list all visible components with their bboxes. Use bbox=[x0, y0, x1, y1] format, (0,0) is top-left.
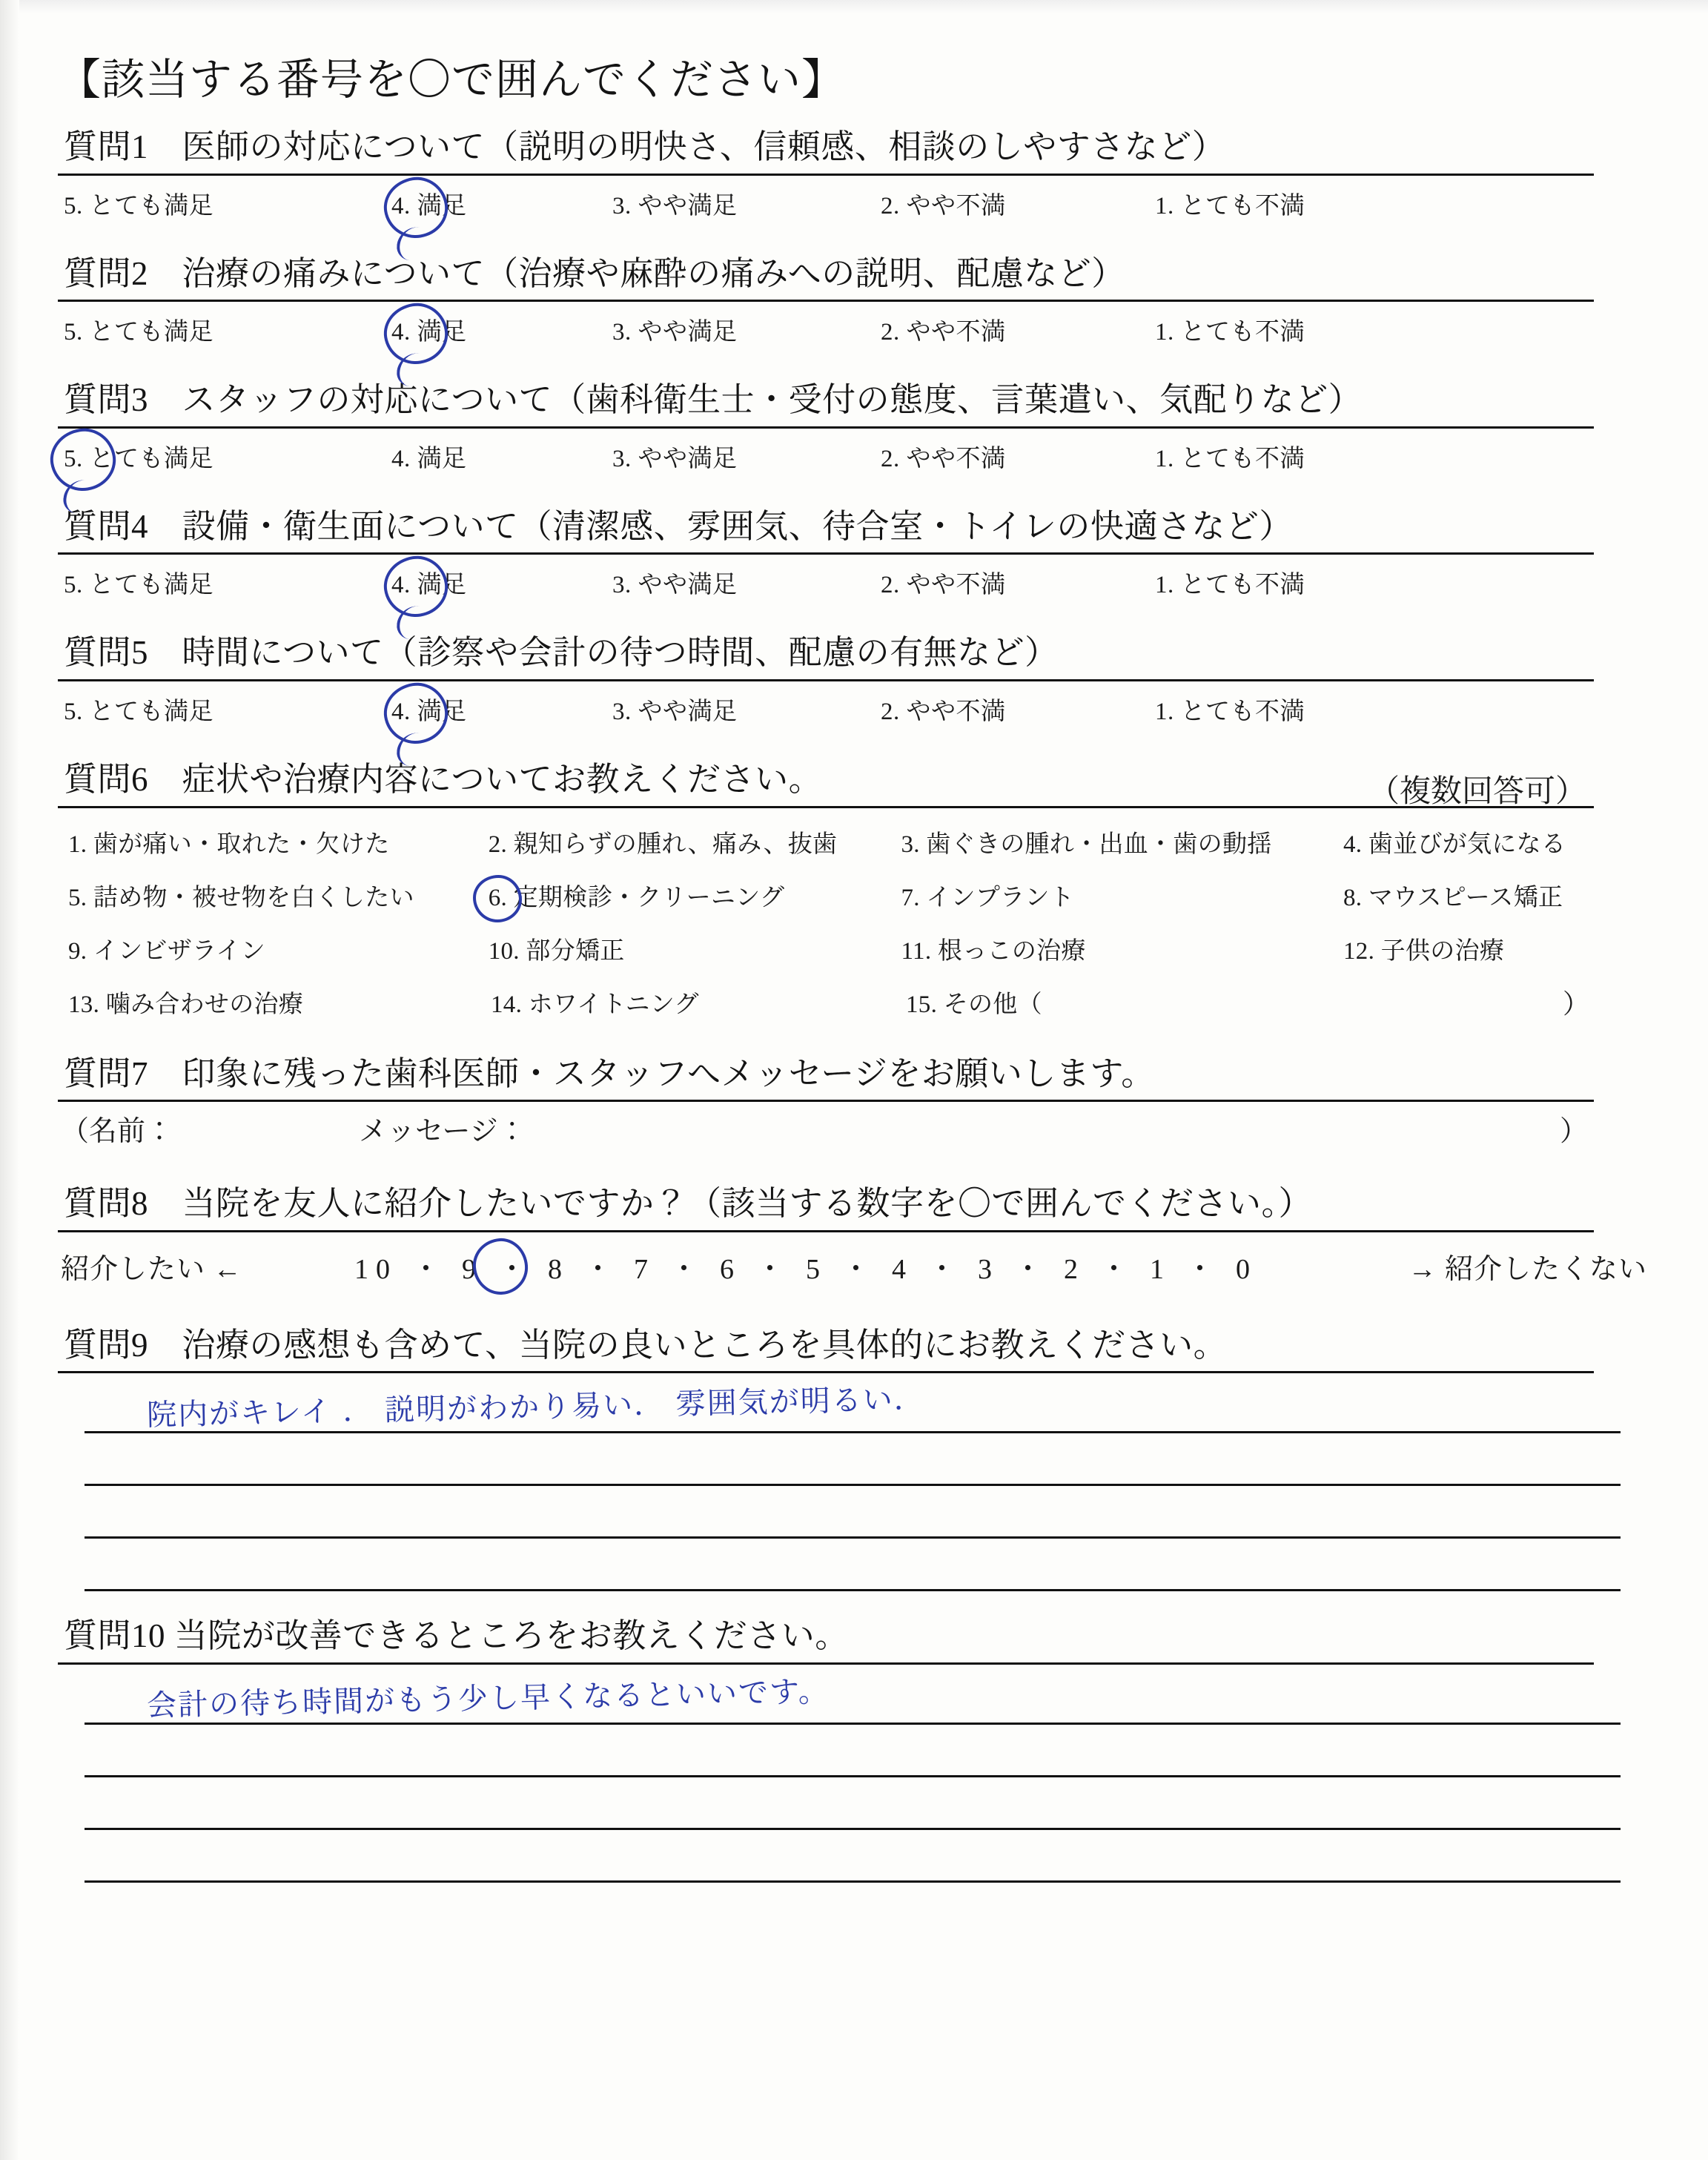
question-block-q5 bbox=[58, 632, 1652, 744]
question-text-q6: 質問6 症状や治療内容についてお教えください。 bbox=[64, 760, 823, 798]
option-q4-4[interactable]: 4. 満足 bbox=[391, 572, 467, 599]
q6-multi-answer-note: （複数回答可） bbox=[1368, 774, 1586, 809]
survey-sheet bbox=[58, 30, 1652, 1887]
divider bbox=[58, 1230, 1594, 1232]
divider bbox=[58, 679, 1594, 681]
q6-option-8[interactable]: 8. マウスピース矯正 bbox=[1343, 885, 1563, 912]
question-block-q4 bbox=[58, 506, 1652, 618]
page-title: 【該当する番号を〇で囲んでください】 bbox=[58, 56, 846, 104]
option-q1-3[interactable]: 3. やや満足 bbox=[612, 192, 738, 219]
question-block-q2 bbox=[58, 253, 1652, 365]
write-line[interactable] bbox=[85, 1830, 1621, 1883]
option-q2-1[interactable]: 1. とても不満 bbox=[1155, 319, 1305, 346]
option-q4-2[interactable]: 2. やや不満 bbox=[881, 572, 1006, 599]
q6-option-3[interactable]: 3. 歯ぐきの腫れ・出血・歯の動揺 bbox=[901, 831, 1272, 859]
divider bbox=[58, 426, 1594, 429]
q8-scale bbox=[58, 1238, 1652, 1301]
q6-option-13[interactable]: 13. 噛み合わせの治療 bbox=[68, 991, 304, 1019]
write-line[interactable] bbox=[85, 1777, 1621, 1830]
divider bbox=[58, 174, 1594, 176]
option-q3-1[interactable]: 1. とても不満 bbox=[1155, 445, 1305, 472]
question-text-q2: 質問2 治療の痛みについて（治療や麻酔の痛みへの説明、配慮など） bbox=[64, 254, 1125, 292]
option-q4-3[interactable]: 3. やや満足 bbox=[612, 572, 738, 599]
option-q3-2[interactable]: 2. やや不満 bbox=[881, 445, 1006, 472]
question-block-q8 bbox=[58, 1183, 1652, 1301]
q6-option-5[interactable]: 5. 詰め物・被せ物を白くしたい bbox=[68, 885, 414, 912]
q6-option-12[interactable]: 12. 子供の治療 bbox=[1343, 938, 1505, 965]
option-q5-2[interactable]: 2. やや不満 bbox=[881, 698, 1006, 725]
q6-row bbox=[58, 816, 1594, 869]
q7-message-label: メッセージ： bbox=[359, 1116, 526, 1148]
q7-name-label: （名前： bbox=[61, 1116, 174, 1148]
question-block-q10 bbox=[58, 1615, 1652, 1883]
q6-option-10[interactable]: 10. 部分矯正 bbox=[488, 938, 625, 965]
option-q5-1[interactable]: 1. とても不満 bbox=[1155, 698, 1305, 725]
q8-right-label: → 紹介したくない bbox=[1408, 1253, 1647, 1285]
q6-row bbox=[58, 869, 1594, 922]
option-q4-1[interactable]: 1. とても不満 bbox=[1155, 572, 1305, 599]
q6-option-14[interactable]: 14. ホワイトニング bbox=[491, 991, 699, 1019]
q6-option-7[interactable]: 7. インプラント bbox=[901, 885, 1075, 912]
question-block-q6 bbox=[58, 759, 1652, 1029]
question-text-q5: 質問5 時間について（診察や会計の待つ時間、配慮の有無など） bbox=[64, 634, 1059, 672]
option-q3-5[interactable]: 5. とても満足 bbox=[64, 445, 214, 472]
q6-option-4[interactable]: 4. 歯並びが気になる bbox=[1343, 831, 1566, 859]
q9-answer-lines[interactable] bbox=[58, 1381, 1652, 1591]
option-q1-2[interactable]: 2. やや不満 bbox=[881, 192, 1006, 219]
option-q4-5[interactable]: 5. とても満足 bbox=[64, 572, 214, 599]
option-q1-1[interactable]: 1. とても不満 bbox=[1155, 192, 1305, 219]
write-line[interactable] bbox=[85, 1725, 1621, 1777]
question-block-q3 bbox=[58, 379, 1652, 491]
q6-option-1[interactable]: 1. 歯が痛い・取れた・欠けた bbox=[68, 831, 390, 859]
q10-handwritten-answer: 会計の待ち時間がもう少し早くなるといいです。 bbox=[146, 1674, 830, 1723]
question-block-q1 bbox=[58, 126, 1652, 238]
option-q5-5[interactable]: 5. とても満足 bbox=[64, 698, 214, 725]
option-q5-3[interactable]: 3. やや満足 bbox=[612, 698, 738, 725]
option-q5-4[interactable]: 4. 満足 bbox=[391, 698, 467, 725]
option-q2-4[interactable]: 4. 満足 bbox=[391, 319, 467, 346]
q6-option-6[interactable]: 6. 定期検診・クリーニング bbox=[488, 885, 785, 912]
question-text-q9: 質問9 治療の感想も含めて、当院の良いところを具体的にお教えください。 bbox=[64, 1326, 1228, 1364]
divider bbox=[58, 1662, 1594, 1665]
option-q1-5[interactable]: 5. とても満足 bbox=[64, 192, 214, 219]
question-text-q10: 質問10 当院が改善できるところをお教えください。 bbox=[64, 1617, 849, 1655]
q6-option-15-close-paren: ） bbox=[1562, 989, 1589, 1020]
q7-close-paren: ） bbox=[1559, 1116, 1588, 1148]
divider bbox=[58, 1100, 1594, 1102]
q10-answer-lines[interactable] bbox=[58, 1672, 1652, 1883]
answer-scale-q1 bbox=[58, 180, 1652, 238]
q9-handwritten-answer: 院内がキレイ ． 説明がわかり易い． 雰囲気が明るい． bbox=[146, 1382, 926, 1433]
q6-row bbox=[58, 976, 1594, 1029]
q6-option-9[interactable]: 9. インビザライン bbox=[68, 938, 266, 965]
q7-answer-row[interactable] bbox=[58, 1108, 1594, 1149]
option-q1-4[interactable]: 4. 満足 bbox=[391, 192, 467, 219]
divider bbox=[58, 806, 1594, 808]
question-text-q4: 質問4 設備・衛生面について（清潔感、雰囲気、待合室・トイレの快適さなど） bbox=[64, 507, 1293, 545]
question-text-q1: 質問1 医師の対応について（説明の明快さ、信頼感、相談のしやすさなど） bbox=[64, 128, 1226, 165]
divider bbox=[58, 552, 1594, 555]
option-q3-4[interactable]: 4. 満足 bbox=[391, 445, 467, 472]
q6-option-11[interactable]: 11. 根っこの治療 bbox=[901, 938, 1086, 965]
write-line[interactable] bbox=[85, 1433, 1621, 1486]
question-block-q9 bbox=[58, 1324, 1652, 1592]
write-line[interactable] bbox=[85, 1539, 1621, 1591]
q6-row bbox=[58, 922, 1594, 976]
q8-number-scale[interactable]: 10 ・ 9 ・ 8 ・ 7 ・ 6 ・ 5 ・ 4 ・ 3 ・ 2 ・ 1 ・ 0 bbox=[354, 1253, 1258, 1285]
answer-scale-q4 bbox=[58, 559, 1652, 617]
answer-scale-q3 bbox=[58, 433, 1652, 491]
option-q2-3[interactable]: 3. やや満足 bbox=[612, 319, 738, 346]
q6-option-15[interactable]: 15. その他（ bbox=[906, 991, 1042, 1019]
divider bbox=[58, 1371, 1594, 1373]
q6-option-2[interactable]: 2. 親知らずの腫れ、痛み、抜歯 bbox=[488, 831, 838, 859]
question-block-q7 bbox=[58, 1053, 1652, 1149]
write-line[interactable] bbox=[85, 1486, 1621, 1539]
answer-scale-q5 bbox=[58, 686, 1652, 744]
q8-left-label: 紹介したい ← bbox=[61, 1253, 242, 1285]
answer-scale-q2 bbox=[58, 306, 1652, 364]
option-q2-5[interactable]: 5. とても満足 bbox=[64, 319, 214, 346]
question-text-q7: 質問7 印象に残った歯科医師・スタッフへメッセージをお願いします。 bbox=[64, 1054, 1155, 1092]
question-text-q8: 質問8 当院を友人に紹介したいですか？（該当する数字を〇で囲んでください。） bbox=[64, 1185, 1313, 1223]
option-q2-2[interactable]: 2. やや不満 bbox=[881, 319, 1006, 346]
option-q3-3[interactable]: 3. やや満足 bbox=[612, 445, 738, 472]
divider bbox=[58, 300, 1594, 302]
question-text-q3: 質問3 スタッフの対応について（歯科衛生士・受付の態度、言葉遣い、気配りなど） bbox=[64, 381, 1363, 419]
